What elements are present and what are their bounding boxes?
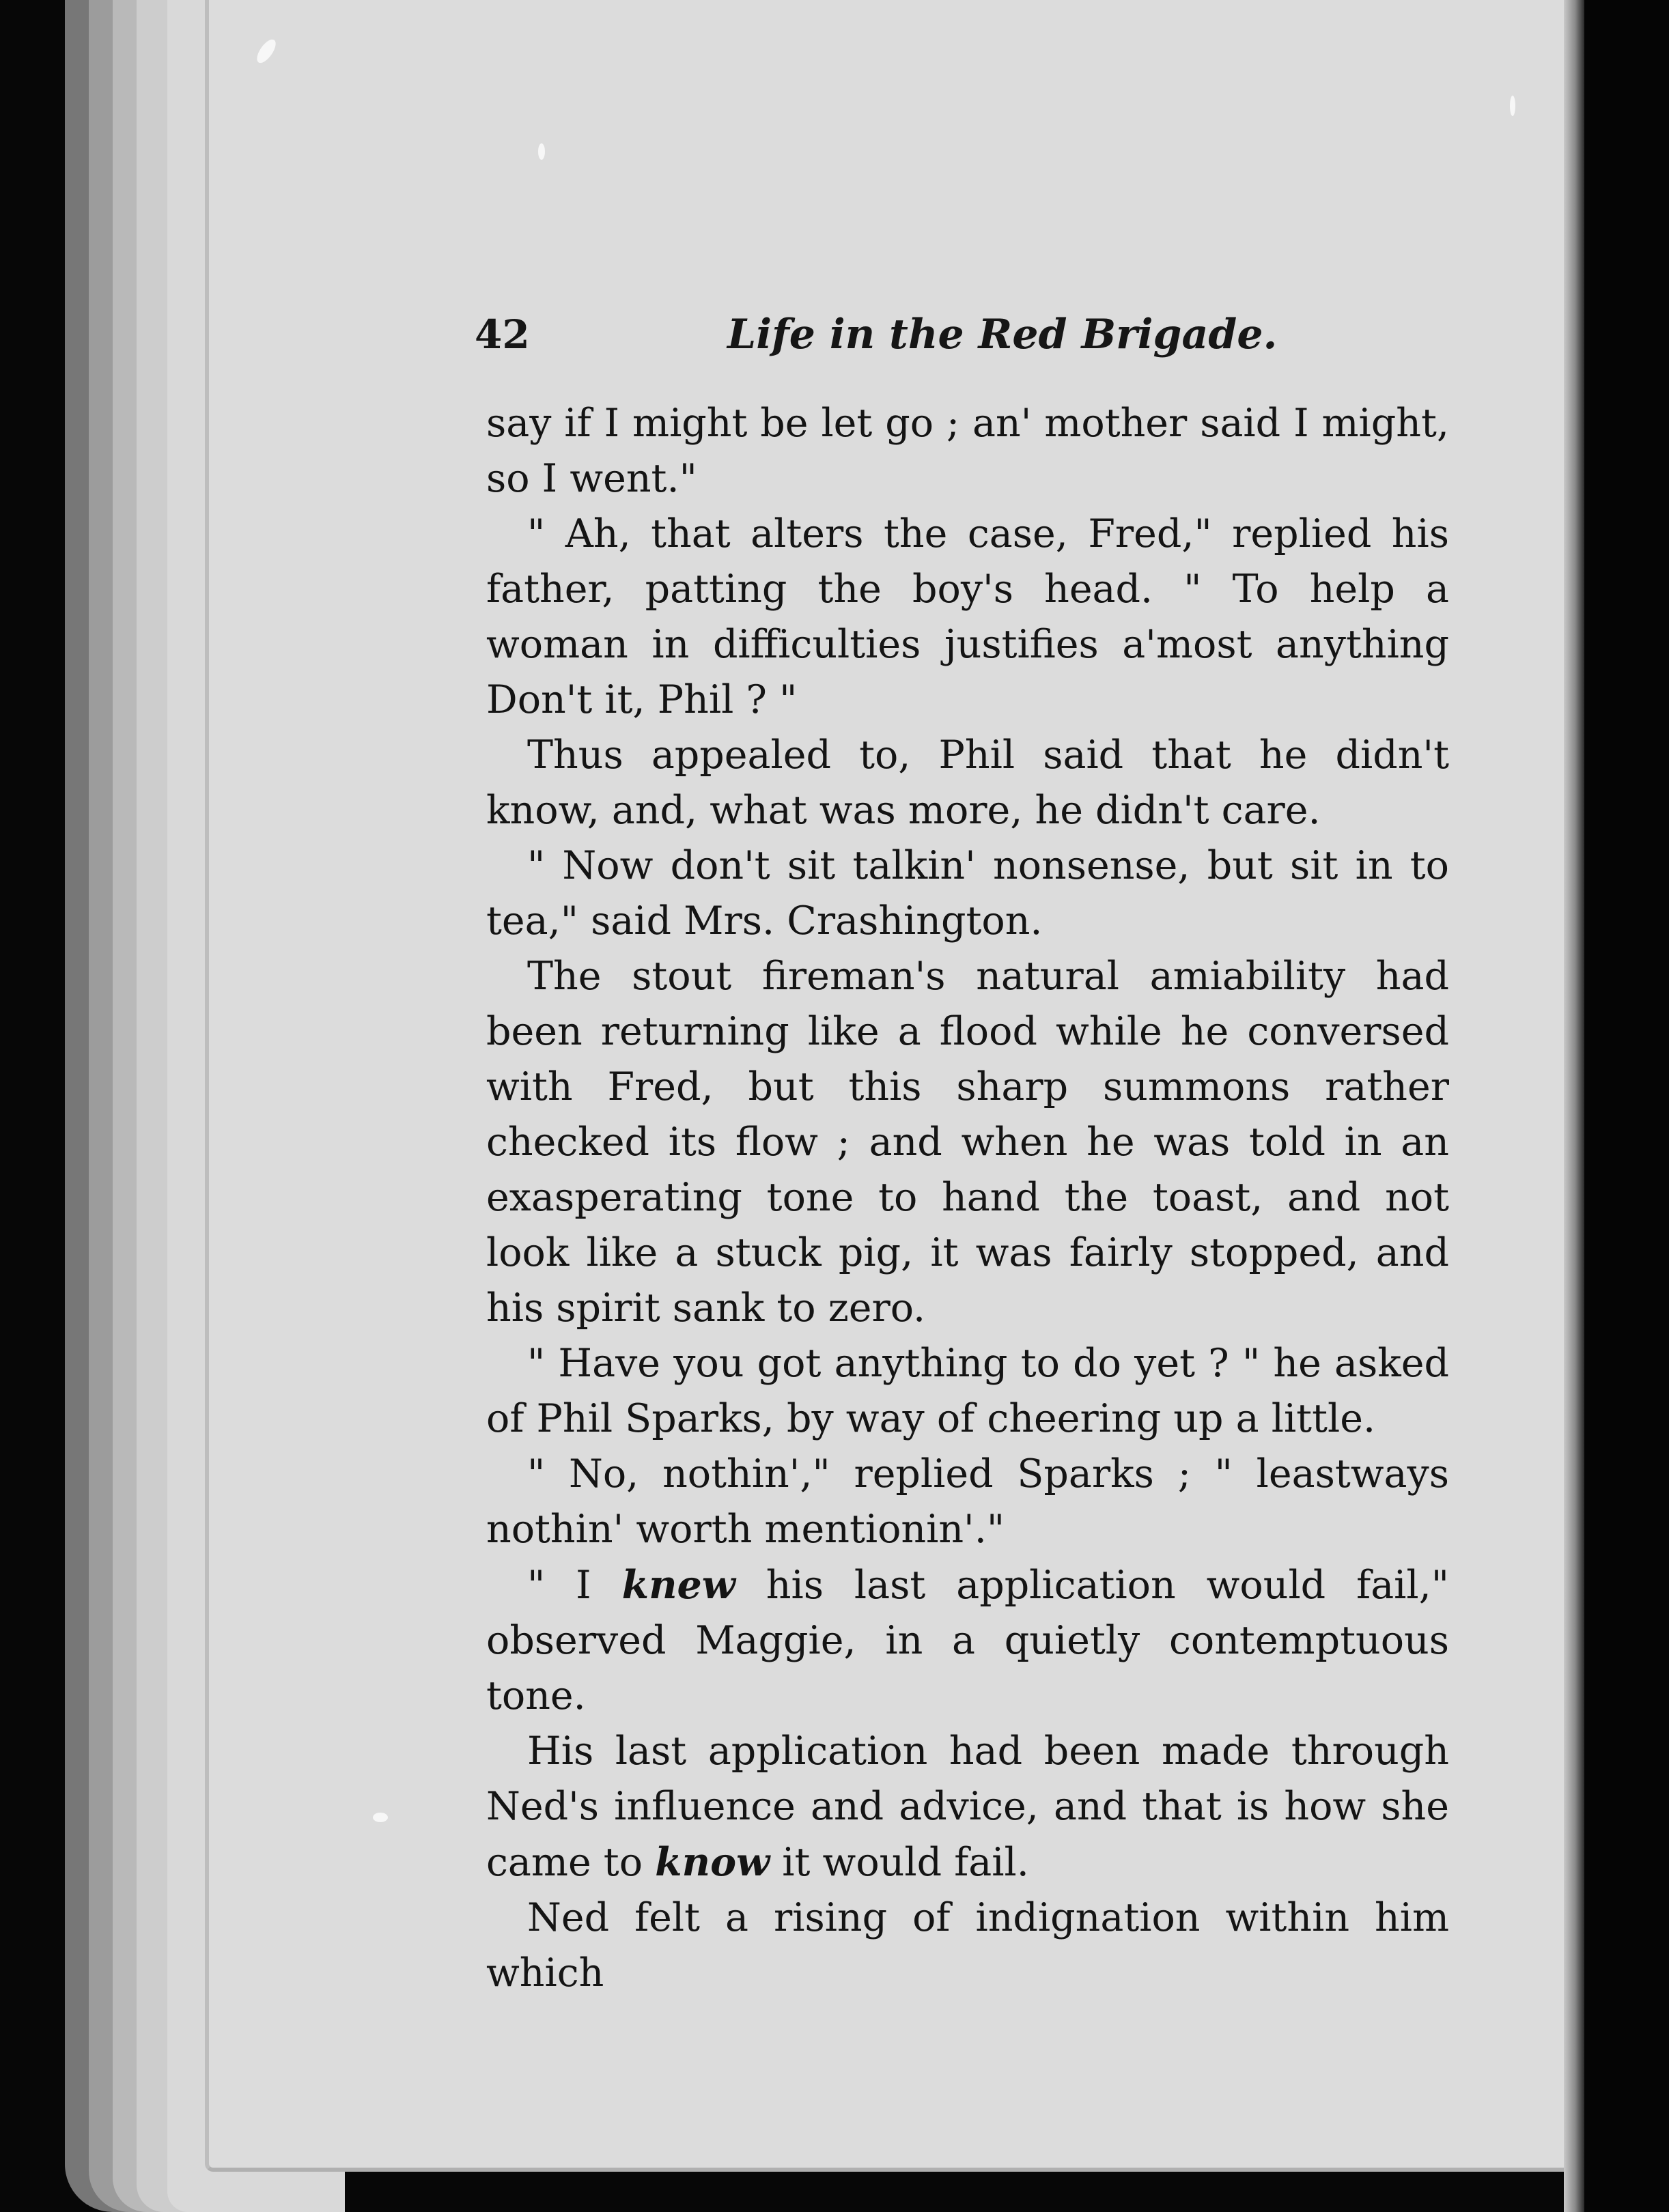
running-title: Life in the Red Brigade. <box>727 311 1278 358</box>
paragraph <box>486 1890 1449 2001</box>
text-run: " Ah, that alters the case, Fred," replied his father, patting the boy's head. " To help a woman in difficulties justifies a'most anything Don't it, Phil ? " <box>486 511 1449 722</box>
text-run: " Have you got anything to do yet ? " he asked of Phil Sparks, by way of cheering up a little. <box>486 1341 1449 1441</box>
italic-word: knew <box>621 1562 735 1608</box>
paragraph <box>486 1447 1449 1557</box>
text-run: The stout fireman's natural amiability had been returning like a flood while he conversed with Fred, but this sharp summons rather checked its flow ; and when he was told in an exasperating tone to hand the toast, and not look like a stuck pig, it was fairly stopped, and his spirit sank to zero. <box>486 954 1449 1331</box>
text-run: his last application would fail," observed Maggie, in a quietly contemptuous tone. <box>486 1563 1449 1718</box>
paragraph <box>486 838 1449 949</box>
scan-speck <box>538 143 545 160</box>
scan-speck <box>253 36 279 66</box>
text-run: His last application had been made through Ned's influence and advice, and that is how she came to <box>486 1729 1449 1885</box>
text-run: say if I might be let go ; an' mother said I might, so I went." <box>486 401 1449 501</box>
paragraph <box>486 1557 1449 1724</box>
body-text <box>486 396 1449 2001</box>
text-run: " Now don't sit talkin' nonsense, but sit in to tea," said Mrs. Crashington. <box>486 843 1449 944</box>
text-run: " No, nothin'," replied Sparks ; " leastways nothin' worth mentionin'." <box>486 1451 1449 1552</box>
paragraph <box>486 507 1449 728</box>
scan-speck <box>1510 96 1515 116</box>
paragraph <box>486 728 1449 838</box>
text-run: Thus appealed to, Phil said that he didn't know, and, what was more, he didn't care. <box>486 733 1449 833</box>
binding-shadow <box>1584 0 1669 2212</box>
text-run: it would fail. <box>770 1840 1029 1885</box>
page-number: 42 <box>475 311 530 358</box>
text-run: " I <box>527 1563 622 1608</box>
binding-edge <box>1564 0 1584 2212</box>
paragraph <box>486 1336 1449 1447</box>
italic-word: know <box>655 1839 770 1885</box>
text-run: Ned felt a rising of indignation within him which <box>486 1895 1449 1996</box>
paragraph <box>486 396 1449 507</box>
paragraph <box>486 1724 1449 1890</box>
scan-speck <box>373 1813 388 1822</box>
paragraph <box>486 949 1449 1336</box>
running-header <box>475 304 1451 365</box>
